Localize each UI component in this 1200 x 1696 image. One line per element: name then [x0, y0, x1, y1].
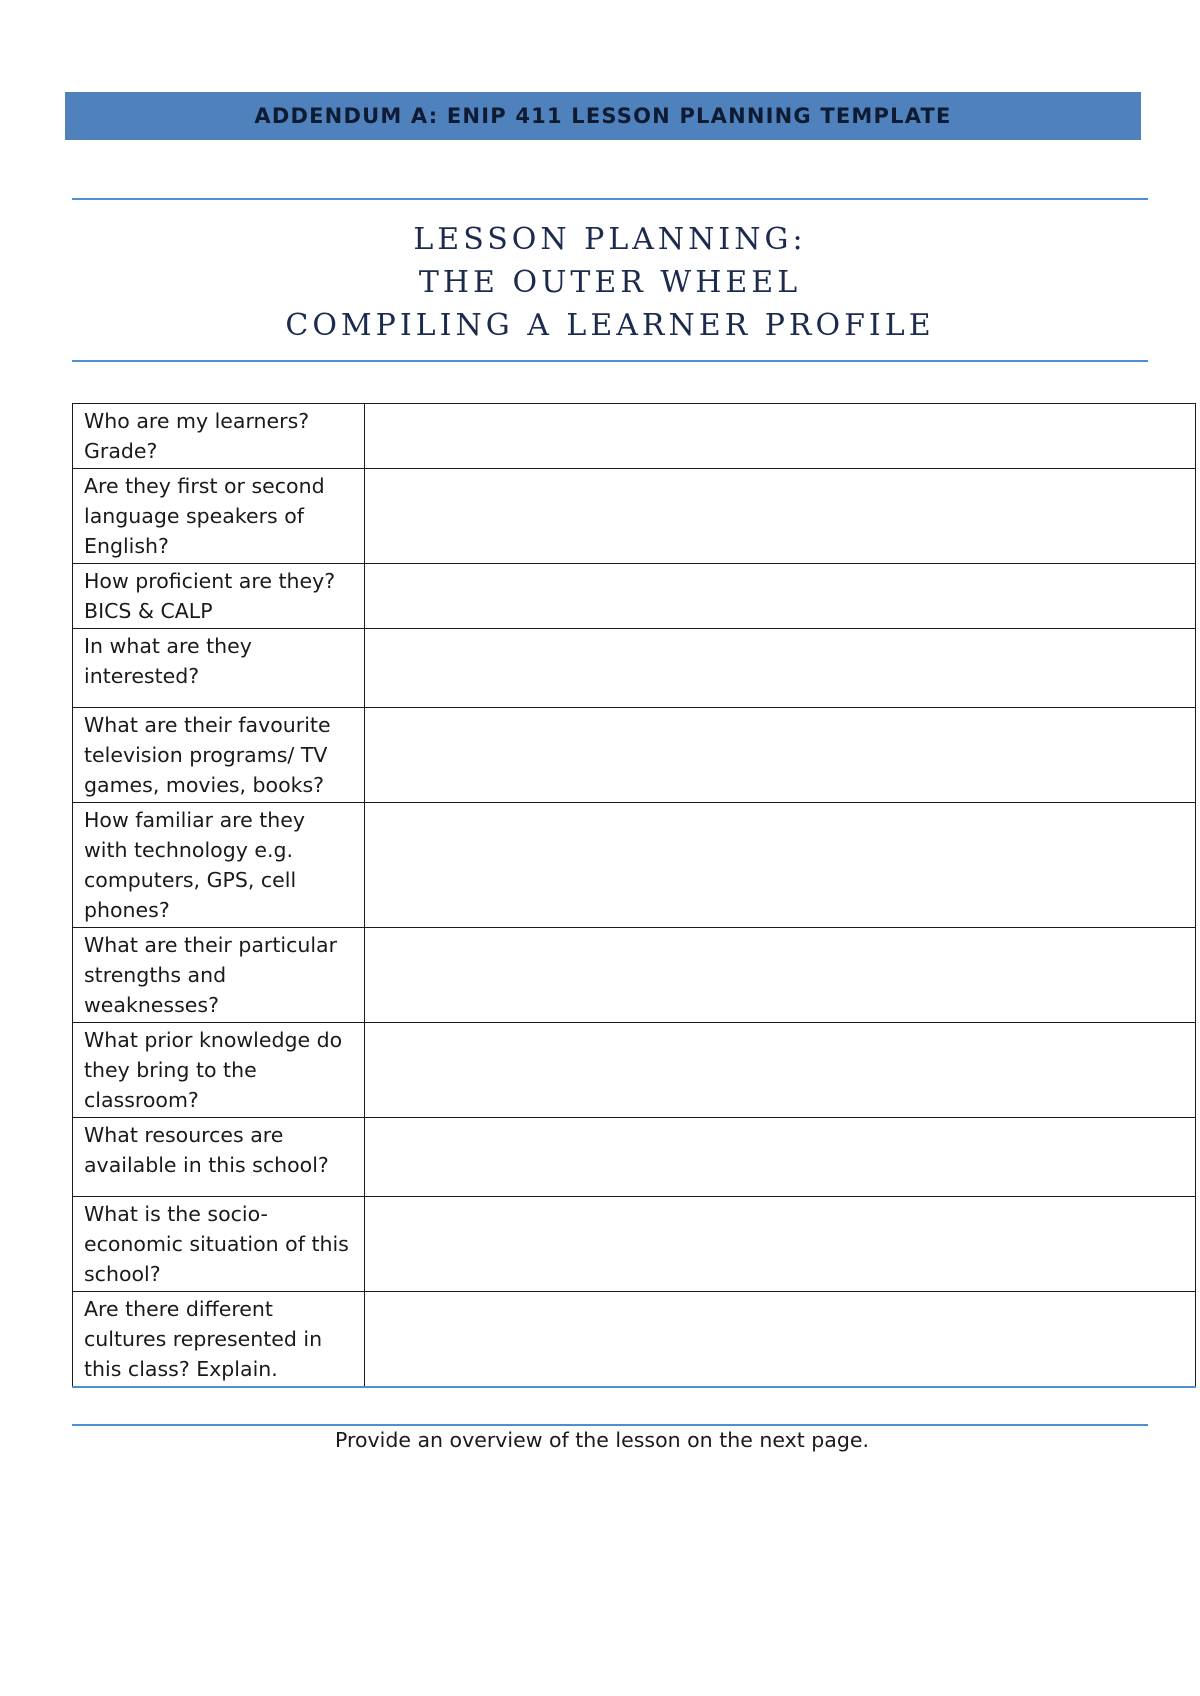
title-top-rule: [72, 198, 1148, 200]
title-bottom-rule: [72, 360, 1148, 362]
table-row: [73, 1023, 1196, 1118]
document-title: [72, 218, 1148, 347]
table-row: [73, 803, 1196, 928]
answer-cell[interactable]: [365, 564, 1196, 629]
table-row: [73, 928, 1196, 1023]
question-cell: How proficient are they? BICS & CALP: [73, 564, 365, 629]
answer-cell[interactable]: [365, 928, 1196, 1023]
answer-cell[interactable]: [365, 708, 1196, 803]
answer-cell[interactable]: [365, 803, 1196, 928]
question-cell: What is the socio-economic situation of this school?: [73, 1197, 365, 1292]
title-line-3: COMPILING A LEARNER PROFILE: [285, 308, 935, 343]
header-banner: [65, 92, 1141, 140]
table-row: [73, 1197, 1196, 1292]
learner-profile-table: [72, 403, 1196, 1388]
footer-note: Provide an overview of the lesson on the next page.: [334, 1428, 869, 1452]
question-cell: What prior knowledge do they bring to the classroom?: [73, 1023, 365, 1118]
title-line-1: LESSON PLANNING:: [413, 222, 807, 257]
table-row: [73, 564, 1196, 629]
question-cell: Are there different cultures represented in this class? Explain.: [73, 1292, 365, 1388]
answer-cell[interactable]: [365, 1197, 1196, 1292]
footer-rule: [72, 1424, 1148, 1426]
table-row: [73, 629, 1196, 708]
question-cell: What are their favourite television programs/ TV games, movies, books?: [73, 708, 365, 803]
table-row: [73, 1292, 1196, 1388]
title-line-2: THE OUTER WHEEL: [418, 265, 802, 300]
question-cell: What are their particular strengths and weaknesses?: [73, 928, 365, 1023]
answer-cell[interactable]: [365, 469, 1196, 564]
table-row: [73, 708, 1196, 803]
question-cell: Who are my learners? Grade?: [73, 404, 365, 469]
question-cell: In what are they interested?: [73, 629, 365, 708]
table-row: [73, 404, 1196, 469]
table-row: [73, 469, 1196, 564]
question-cell: How familiar are they with technology e.g. computers, GPS, cell phones?: [73, 803, 365, 928]
answer-cell[interactable]: [365, 1023, 1196, 1118]
question-cell: What resources are available in this school?: [73, 1118, 365, 1197]
answer-cell[interactable]: [365, 1118, 1196, 1197]
banner-title: ADDENDUM A: ENIP 411 LESSON PLANNING TEMPLATE: [254, 104, 952, 128]
answer-cell[interactable]: [365, 1292, 1196, 1388]
answer-cell[interactable]: [365, 404, 1196, 469]
table-row: [73, 1118, 1196, 1197]
answer-cell[interactable]: [365, 629, 1196, 708]
question-cell: Are they first or second language speakers of English?: [73, 469, 365, 564]
